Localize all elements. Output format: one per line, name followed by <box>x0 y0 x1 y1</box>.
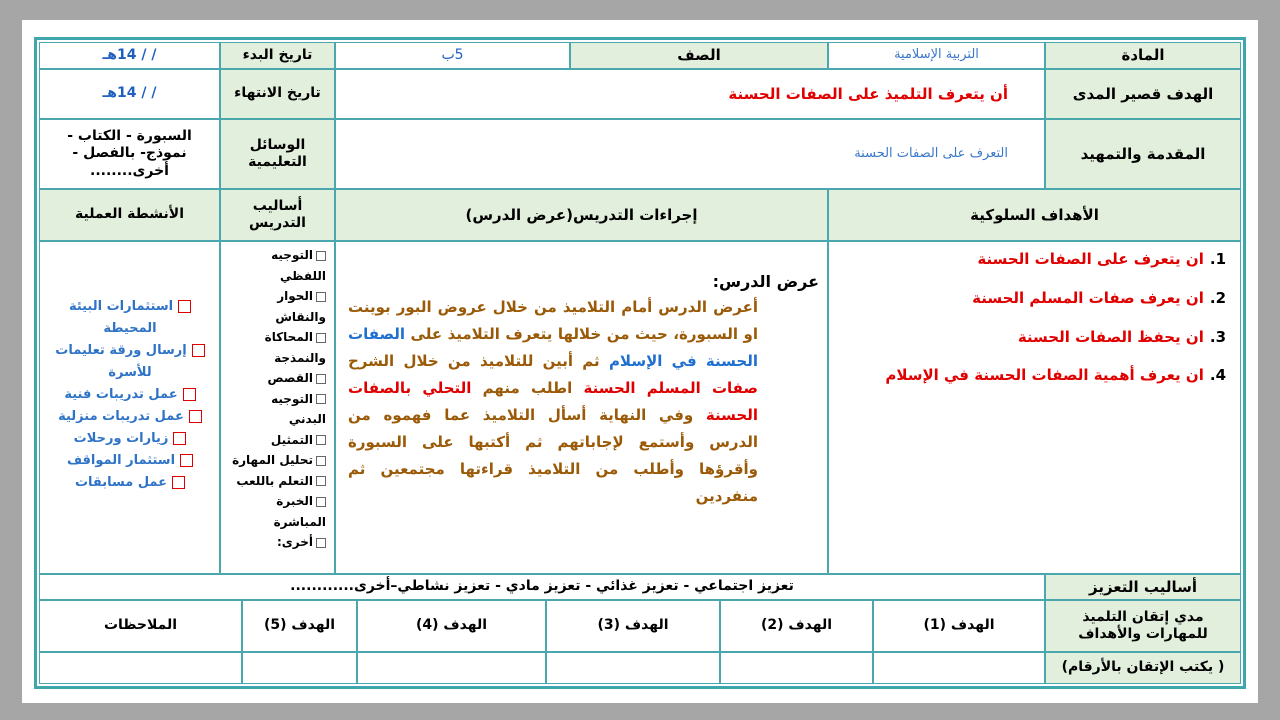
checkbox[interactable] <box>316 435 326 445</box>
short-goal-label: الهدف قصير المدى <box>1045 69 1241 119</box>
checkbox[interactable] <box>316 476 326 486</box>
objectives-header: الأهداف السلوكية <box>828 189 1241 241</box>
intro-value: التعرف على الصفات الحسنة <box>335 119 1045 189</box>
checkbox[interactable] <box>173 432 186 445</box>
aids-label: الوسائل التعليمية <box>220 119 335 189</box>
activity-item: عمل مسابقات <box>55 472 205 494</box>
procedures-cell <box>335 241 828 574</box>
method-item: المحاكاة والنمذجة <box>264 330 326 365</box>
goal-5-value[interactable] <box>242 652 357 684</box>
method-item: الخبرة المباشرة <box>273 494 326 529</box>
goal-1-value[interactable] <box>873 652 1045 684</box>
procedures-header: إجراءات التدريس(عرض الدرس) <box>335 189 828 241</box>
class-label: الصف <box>570 42 828 69</box>
method-item: أخرى: <box>231 532 326 553</box>
objectives-cell <box>828 241 1241 574</box>
method-item: القصص <box>231 368 326 389</box>
reinforcement-label: أساليب التعزيز <box>1045 574 1241 600</box>
checkbox[interactable] <box>316 394 326 404</box>
activity-item: زيارات ورحلات <box>55 428 205 450</box>
activities-list <box>55 296 205 494</box>
checkbox[interactable] <box>189 410 202 423</box>
checkbox[interactable] <box>316 538 326 548</box>
activity-item: عمل تدريبات فنية <box>55 384 205 406</box>
goal-5-header: الهدف (5) <box>242 600 357 652</box>
intro-label: المقدمة والتمهيد <box>1045 119 1241 189</box>
activity-item: استثمارات البيئة المحيطة <box>55 296 205 340</box>
method-item: التمثيل <box>231 430 326 451</box>
short-goal-value: أن يتعرف التلميذ على الصفات الحسنة <box>335 69 1045 119</box>
lesson-text: أعرض الدرس أمام التلاميذ من خلال عروض البور بوينت او السبورة، حيث من خلالها يتعرف التلاميذ على الصفات الحسنة في الإسلام ثم أبين للتلاميذ من خلال الشرح صفات المسلم الحسنة اطلب منهم التحلي بالصفات الحسنة وفي النهاية أسأل التلاميذ عما فهموه من الدرس وأستمع لإجاباتهم ثم أكتبها على السبورة وأقرؤها وأطلب من التلاميذ قراءتها مجتمعين ثم منفردين <box>348 298 758 505</box>
start-date-value: / / 14هـ <box>39 42 220 69</box>
activities-header: الأنشطة العملية <box>39 189 220 241</box>
checkbox[interactable] <box>172 476 185 489</box>
notes-value[interactable] <box>39 652 242 684</box>
aids-value: السبورة - الكتاب - نموذج- بالفصل - أخرى........ <box>39 119 220 189</box>
checkbox[interactable] <box>316 497 326 507</box>
method-item: تحليل المهارة <box>231 450 326 471</box>
method-item: التوجيه اللفظي <box>271 248 326 283</box>
start-date-label: تاريخ البدء <box>220 42 335 69</box>
checkbox[interactable] <box>183 388 196 401</box>
mastery-note: ( يكتب الإتقان بالأرقام) <box>1045 652 1241 684</box>
activities-cell <box>39 241 220 574</box>
mastery-label: مدي إتقان التلميذ للمهارات والأهداف <box>1045 600 1241 652</box>
checkbox[interactable] <box>178 300 191 313</box>
lesson-title: عرض الدرس: <box>712 272 819 291</box>
method-item: التعلم باللعب <box>231 471 326 492</box>
goal-1-header: الهدف (1) <box>873 600 1045 652</box>
checkbox[interactable] <box>316 292 326 302</box>
subject-label: المادة <box>1045 42 1241 69</box>
methods-cell <box>220 241 335 574</box>
reinforcement-value: تعزيز اجتماعي - تعزيز غذائي - تعزيز مادي - تعزيز نشاطي–أخرى............ <box>39 574 1045 600</box>
objective-item: 2. ان يعرف صفات المسلم الحسنة <box>972 288 1226 307</box>
end-date-value: / / 14هـ <box>39 69 220 119</box>
goal-3-value[interactable] <box>546 652 720 684</box>
checkbox[interactable] <box>180 454 193 467</box>
checkbox[interactable] <box>316 456 326 466</box>
activity-item: استثمار المواقف <box>55 450 205 472</box>
activity-item: عمل تدريبات منزلية <box>55 406 205 428</box>
checkbox[interactable] <box>316 374 326 384</box>
activity-item: إرسال ورقة تعليمات للأسرة <box>55 340 205 384</box>
checkbox[interactable] <box>192 344 205 357</box>
end-date-label: تاريخ الانتهاء <box>220 69 335 119</box>
class-value: 5ب <box>335 42 570 69</box>
checkbox[interactable] <box>316 333 326 343</box>
notes-header: الملاحظات <box>39 600 242 652</box>
method-item: التوجيه البدني <box>271 391 326 426</box>
objective-item: 4. ان يعرف أهمية الصفات الحسنة في الإسلام <box>885 366 1226 385</box>
goal-3-header: الهدف (3) <box>546 600 720 652</box>
goal-4-header: الهدف (4) <box>357 600 546 652</box>
checkbox[interactable] <box>316 251 326 261</box>
methods-list <box>231 245 326 553</box>
subject-value: التربية الإسلامية <box>828 42 1045 69</box>
methods-header: أساليب التدريس <box>220 189 335 241</box>
goal-2-header: الهدف (2) <box>720 600 873 652</box>
goal-4-value[interactable] <box>357 652 546 684</box>
method-item: الحوار والنقاش <box>275 289 326 324</box>
objective-item: 3. ان يحفظ الصفات الحسنة <box>1017 327 1226 346</box>
goal-2-value[interactable] <box>720 652 873 684</box>
objective-item: 1. ان يتعرف على الصفات الحسنة <box>977 250 1226 268</box>
